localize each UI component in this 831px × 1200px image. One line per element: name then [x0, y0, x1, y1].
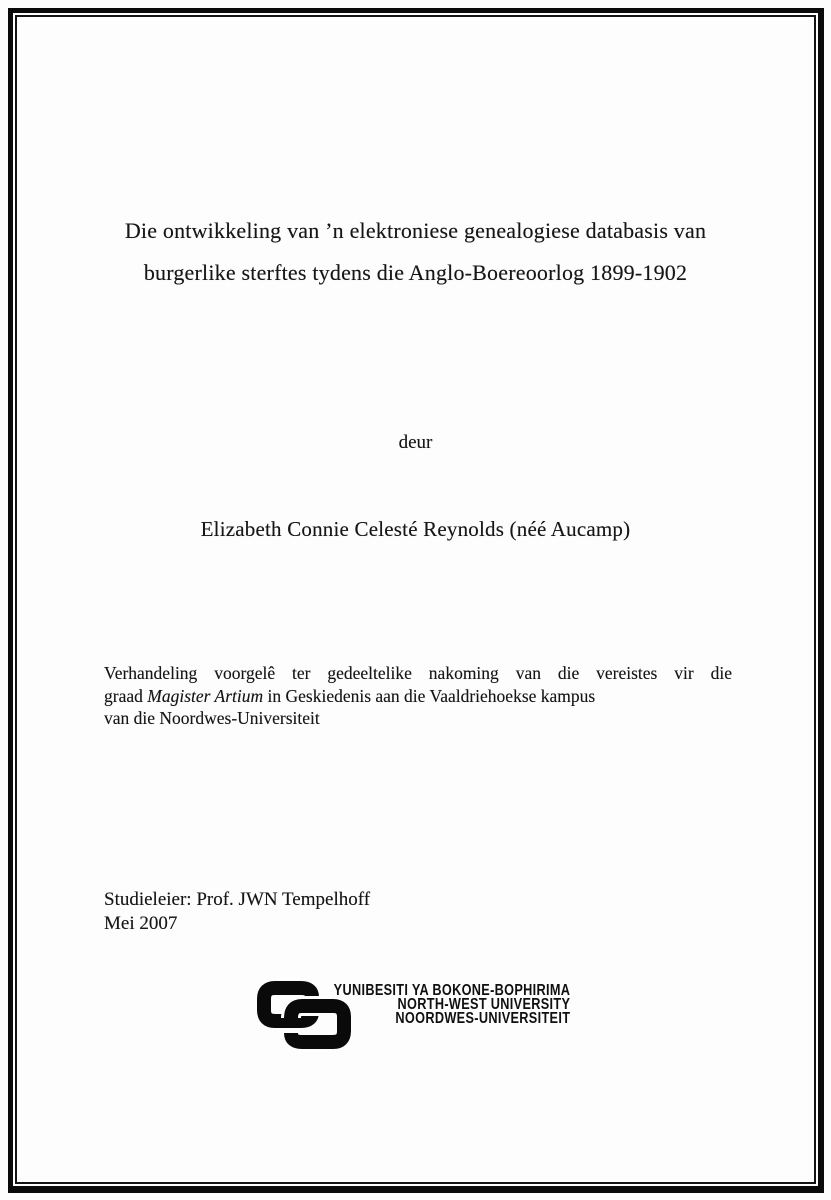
- degree-statement-line-2: [104, 685, 732, 708]
- supervisor-block: [104, 888, 370, 936]
- thesis-title: [60, 210, 771, 294]
- degree-statement-line-2-suffix: in Geskiedenis aan die Vaaldriehoekse kampus: [263, 685, 596, 706]
- byline-deur: deur: [398, 432, 433, 453]
- university-name-english: NORTH-WEST UNIVERSITY: [397, 995, 571, 1013]
- degree-statement: [104, 662, 732, 730]
- university-logo-text: [300, 984, 570, 1025]
- degree-statement-line-2-prefix: graad: [104, 685, 148, 706]
- date-line: Mei 2007: [104, 913, 178, 934]
- degree-name-italic: Magister Artium: [147, 685, 264, 706]
- university-name-setswana: YUNIBESITI YA BOKONE-BOPHIRIMA: [333, 982, 571, 999]
- author-name: Elizabeth Connie Celesté Reynolds (néé Aucamp): [200, 517, 631, 541]
- thesis-title-line-1: Die ontwikkeling van ’n elektroniese genealogiese databasis van: [124, 218, 707, 243]
- university-name-afrikaans: NOORDWES-UNIVERSITEIT: [395, 1009, 571, 1027]
- supervisor-line: Studieleier: Prof. JWN Tempelhoff: [104, 889, 371, 910]
- degree-statement-line-1: Verhandeling voorgelê ter gedeeltelike nakoming van die vereistes vir die: [104, 663, 732, 683]
- degree-statement-line-3: van die Noordwes-Universiteit: [104, 708, 320, 728]
- thesis-title-line-2: burgerlike sterftes tydens die Anglo-Boereoorlog 1899-1902: [143, 260, 688, 285]
